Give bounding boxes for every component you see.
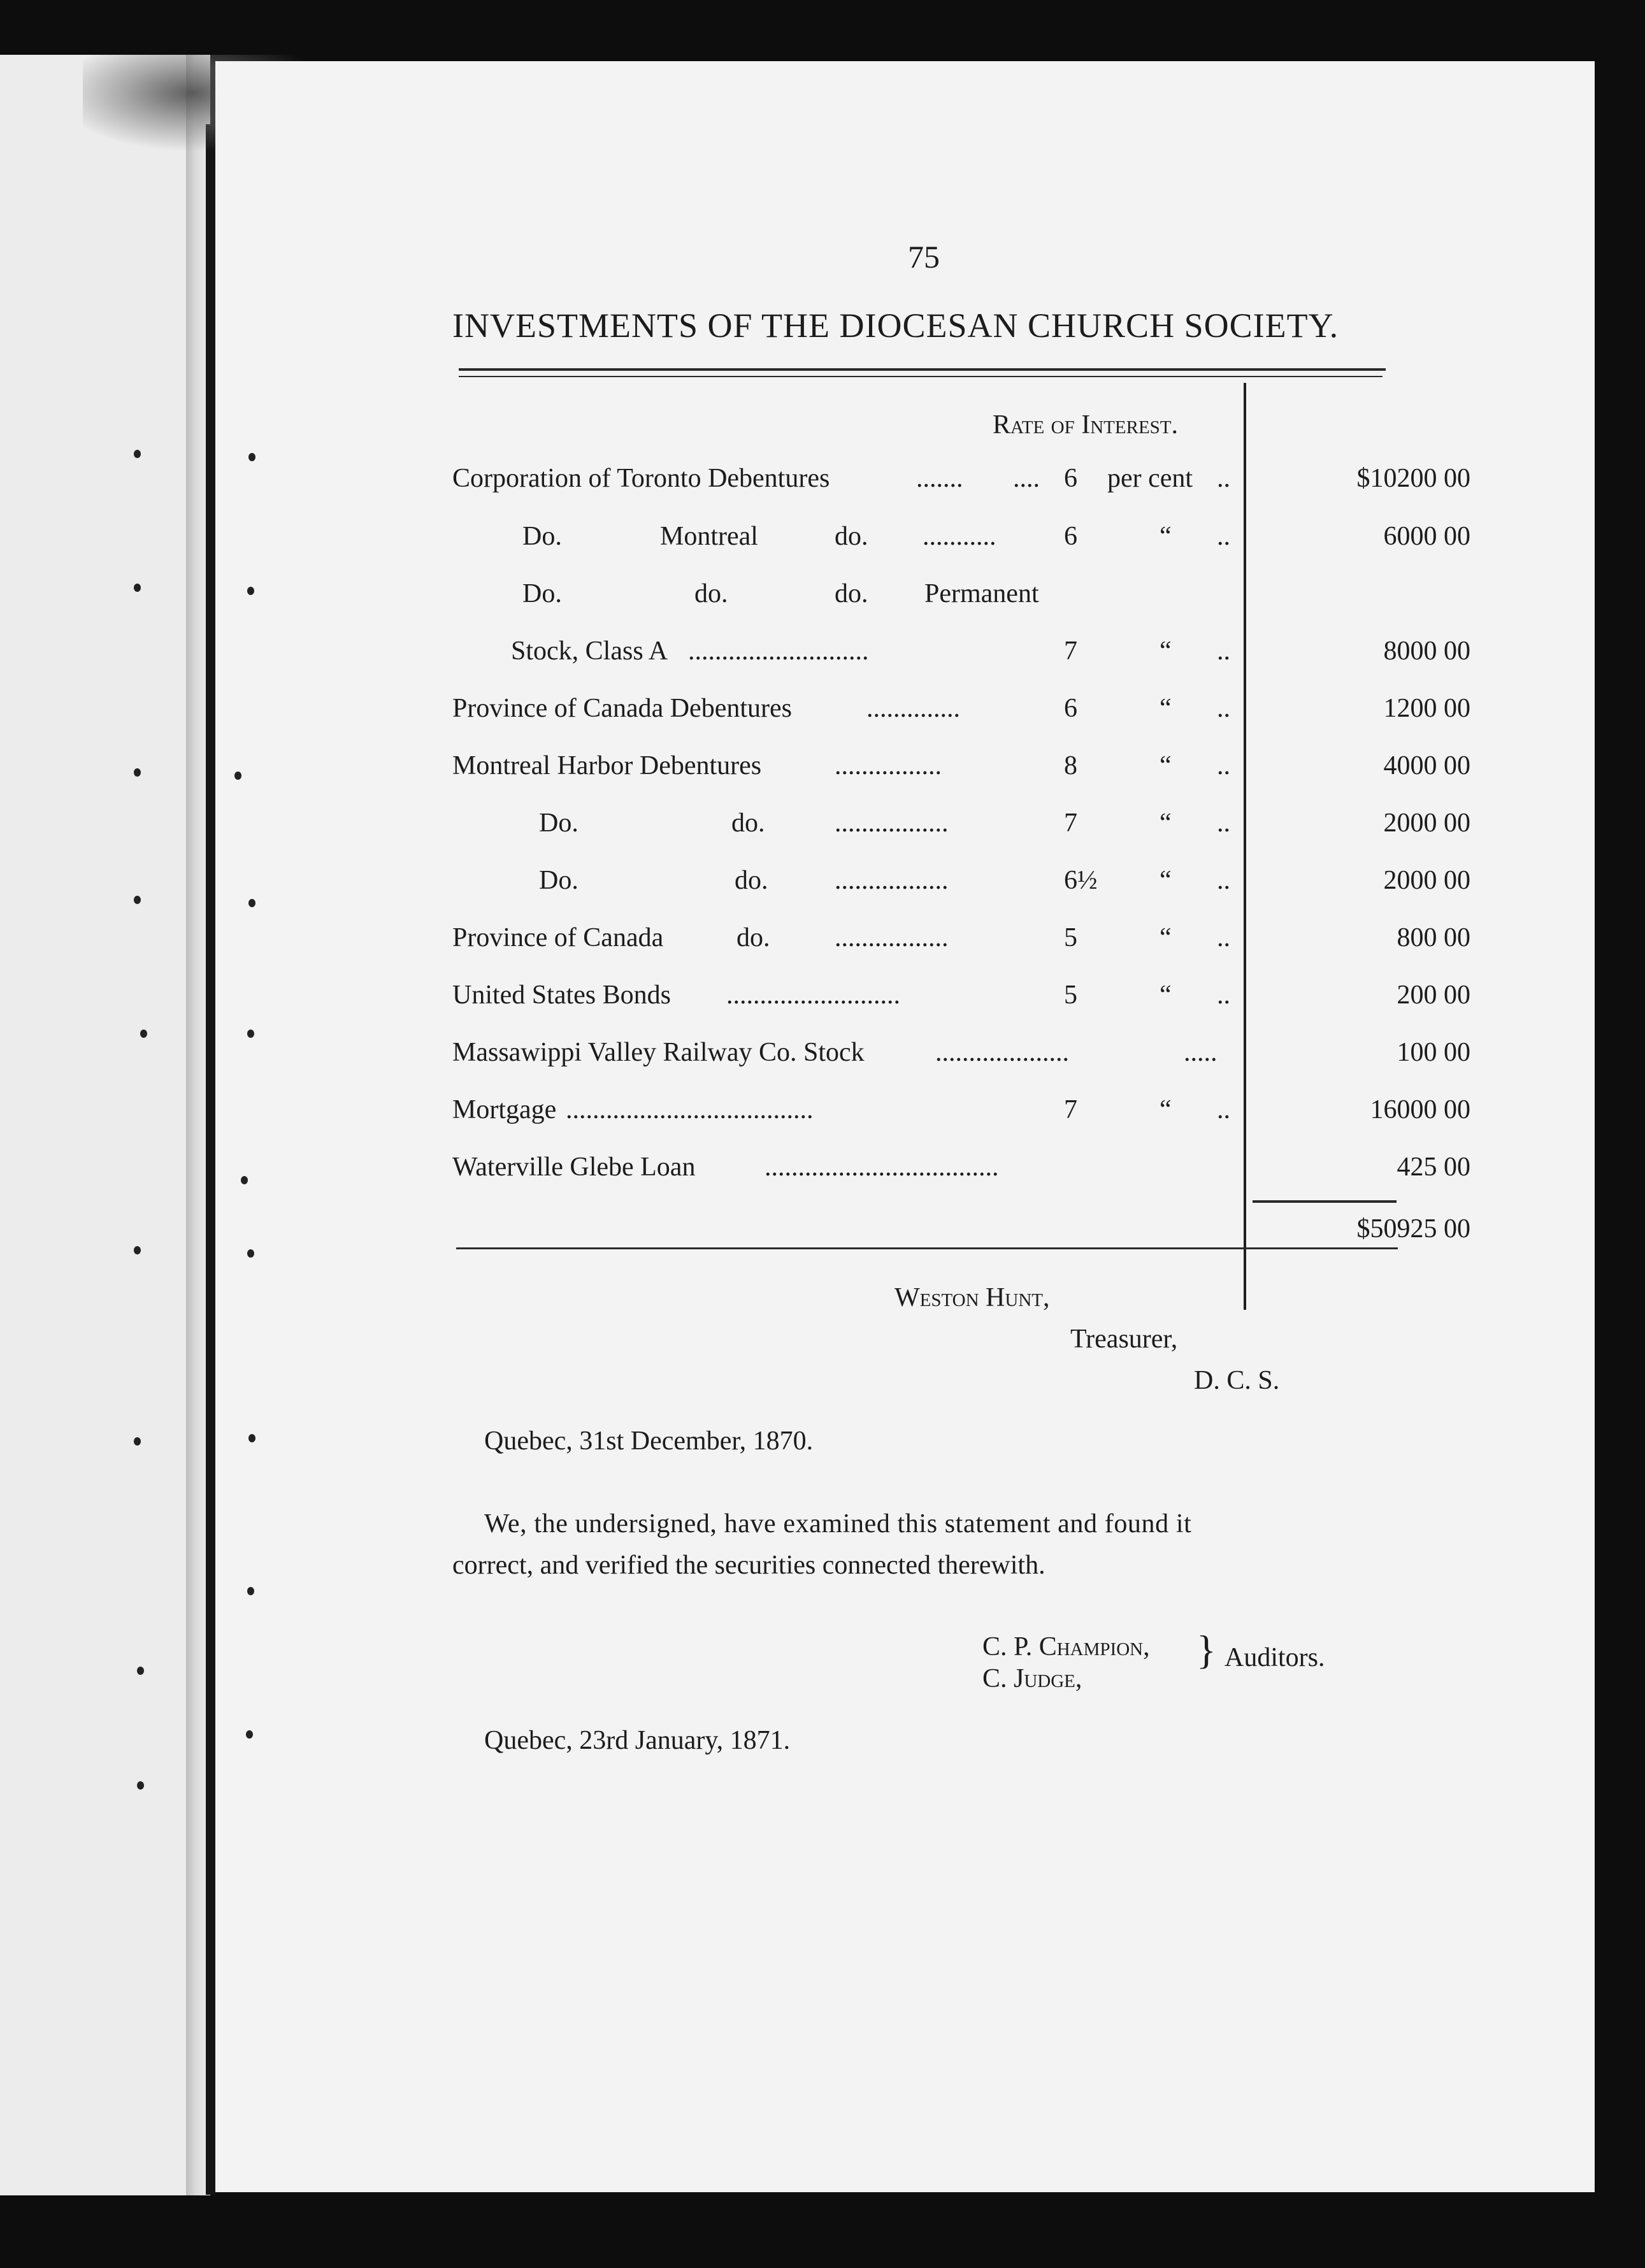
audit-date: Quebec, 23rd January, 1871. — [484, 1726, 791, 1755]
amount: 1200 00 — [1383, 694, 1470, 723]
binding-hole — [137, 1781, 144, 1790]
total-rule — [1253, 1200, 1397, 1203]
page-title: INVESTMENTS OF THE DIOCESAN CHURCH SOCIETY. — [452, 306, 1339, 345]
investment-name: Stock, Class A — [511, 636, 668, 666]
ditto-mark: do. — [835, 579, 868, 608]
binding-hole — [248, 899, 255, 907]
dot-leader: .................... — [935, 1038, 1069, 1067]
dot-leader: .. — [1217, 1095, 1230, 1124]
dot-leader: ....... — [916, 464, 963, 493]
binding-hole — [134, 896, 141, 904]
statement-date: Quebec, 31st December, 1870. — [484, 1426, 814, 1456]
binding-hole — [246, 1730, 253, 1739]
interest-unit: “ — [1160, 1095, 1172, 1124]
dot-leader: .......................... — [726, 980, 900, 1010]
total-amount: $50925 00 — [1356, 1214, 1470, 1244]
dot-leader: ................................... — [765, 1152, 999, 1182]
binding-hole — [241, 1176, 248, 1184]
dot-leader: ................. — [835, 923, 949, 952]
investment-name: Mortgage — [452, 1095, 557, 1124]
investment-name: Montreal Harbor Debentures — [452, 751, 762, 780]
amount: 2000 00 — [1383, 808, 1470, 838]
ditto-mark: do. — [694, 579, 728, 608]
rate-of-interest-header: Rate of Interest. — [993, 410, 1178, 440]
ditto-mark: Do. — [539, 808, 578, 838]
ditto-mark: do. — [731, 808, 765, 838]
ditto-mark: do. — [835, 522, 868, 551]
auditors-brace: } — [1196, 1627, 1216, 1672]
amount: 200 00 — [1397, 980, 1470, 1010]
interest-unit: “ — [1160, 751, 1172, 780]
dot-leader: ........... — [923, 522, 996, 551]
interest-rate: 7 — [1064, 1095, 1077, 1124]
amount: 2000 00 — [1383, 866, 1470, 895]
investment-name: Province of Canada Debentures — [452, 694, 792, 723]
interest-rate: 6 — [1064, 522, 1077, 551]
dot-leader: .... — [1013, 464, 1040, 493]
binding-hole — [247, 1587, 254, 1595]
interest-unit: “ — [1160, 866, 1172, 895]
amount: $10200 00 — [1356, 464, 1470, 493]
dot-leader: .. — [1217, 464, 1230, 493]
amount: 6000 00 — [1383, 522, 1470, 551]
ditto-mark: Do. — [539, 866, 578, 895]
binding-hole — [134, 1246, 141, 1254]
top-rule — [459, 368, 1386, 371]
auditors-label: Auditors. — [1225, 1643, 1325, 1672]
dot-leader: .. — [1217, 808, 1230, 838]
dot-leader: .. — [1217, 980, 1230, 1010]
ditto-mark: do. — [736, 923, 770, 952]
interest-unit: “ — [1160, 980, 1172, 1010]
binding-hole — [134, 450, 141, 458]
dot-leader: ................. — [835, 808, 949, 838]
interest-unit: “ — [1160, 923, 1172, 952]
dot-leader: .............. — [866, 694, 960, 723]
dot-leader: .. — [1217, 923, 1230, 952]
interest-unit: “ — [1160, 636, 1172, 666]
dot-leader: ................ — [835, 751, 942, 780]
dot-leader: ........................... — [688, 636, 869, 666]
interest-unit: “ — [1160, 808, 1172, 838]
binding-hole — [247, 587, 254, 595]
binding-hole — [248, 1434, 255, 1442]
investment-name: United States Bonds — [452, 980, 671, 1010]
interest-rate: 5 — [1064, 980, 1077, 1010]
auditors-statement-line-1: We, the undersigned, have examined this statement and found it — [484, 1509, 1192, 1539]
city-name: Montreal — [660, 522, 758, 551]
society-initials: D. C. S. — [1194, 1366, 1280, 1395]
binding-hole — [134, 768, 141, 777]
document-page — [215, 61, 1595, 2192]
auditor-name: C. P. Champion, — [982, 1632, 1150, 1662]
investment-name: Corporation of Toronto Debentures — [452, 464, 830, 493]
dot-leader: ..... — [1184, 1038, 1218, 1067]
interest-rate: 6 — [1064, 464, 1077, 493]
interest-rate: 8 — [1064, 751, 1077, 780]
adjoining-page — [0, 55, 186, 2195]
interest-rate: 7 — [1064, 636, 1077, 666]
binding-hole — [247, 1249, 254, 1258]
top-rule — [459, 376, 1383, 377]
interest-unit: per cent — [1107, 464, 1193, 493]
interest-rate: 6 — [1064, 694, 1077, 723]
binding-hole — [137, 1667, 144, 1675]
interest-rate: 6½ — [1064, 866, 1098, 895]
dot-leader: ................. — [835, 866, 949, 895]
dot-leader: .. — [1217, 694, 1230, 723]
binding-hole — [134, 1437, 141, 1446]
ditto-mark: Do. — [522, 522, 562, 551]
ditto-mark: Do. — [522, 579, 562, 608]
treasurer-title: Treasurer, — [1070, 1324, 1178, 1354]
treasurer-name: Weston Hunt, — [894, 1283, 1050, 1312]
ditto-mark: do. — [735, 866, 768, 895]
binding-hole — [234, 772, 241, 780]
amount: 8000 00 — [1383, 636, 1470, 666]
investment-name: Province of Canada — [452, 923, 664, 952]
amount: 425 00 — [1397, 1152, 1470, 1182]
auditor-name: C. Judge, — [982, 1664, 1082, 1693]
interest-rate: 5 — [1064, 923, 1077, 952]
bottom-rule — [456, 1247, 1398, 1249]
investment-name: Massawippi Valley Railway Co. Stock — [452, 1038, 865, 1067]
amount: 16000 00 — [1370, 1095, 1470, 1124]
stock-type: Permanent — [924, 579, 1039, 608]
dot-leader: ..................................... — [566, 1095, 814, 1124]
amount: 4000 00 — [1383, 751, 1470, 780]
dot-leader: .. — [1217, 522, 1230, 551]
amount: 800 00 — [1397, 923, 1470, 952]
auditors-statement-line-2: correct, and verified the securities connected therewith. — [452, 1551, 1045, 1580]
binding-hole — [134, 584, 141, 592]
dot-leader: .. — [1217, 866, 1230, 895]
dot-leader: .. — [1217, 751, 1230, 780]
binding-hole — [140, 1030, 147, 1038]
interest-unit: “ — [1160, 694, 1172, 723]
interest-rate: 7 — [1064, 808, 1077, 838]
spine-shadow — [206, 124, 215, 2195]
amount-column-rule — [1244, 383, 1246, 1310]
amount: 100 00 — [1397, 1038, 1470, 1067]
interest-unit: “ — [1160, 522, 1172, 551]
investment-name: Waterville Glebe Loan — [452, 1152, 696, 1182]
page-number: 75 — [908, 239, 940, 275]
binding-hole — [248, 453, 255, 461]
dot-leader: .. — [1217, 636, 1230, 666]
binding-hole — [247, 1030, 254, 1038]
